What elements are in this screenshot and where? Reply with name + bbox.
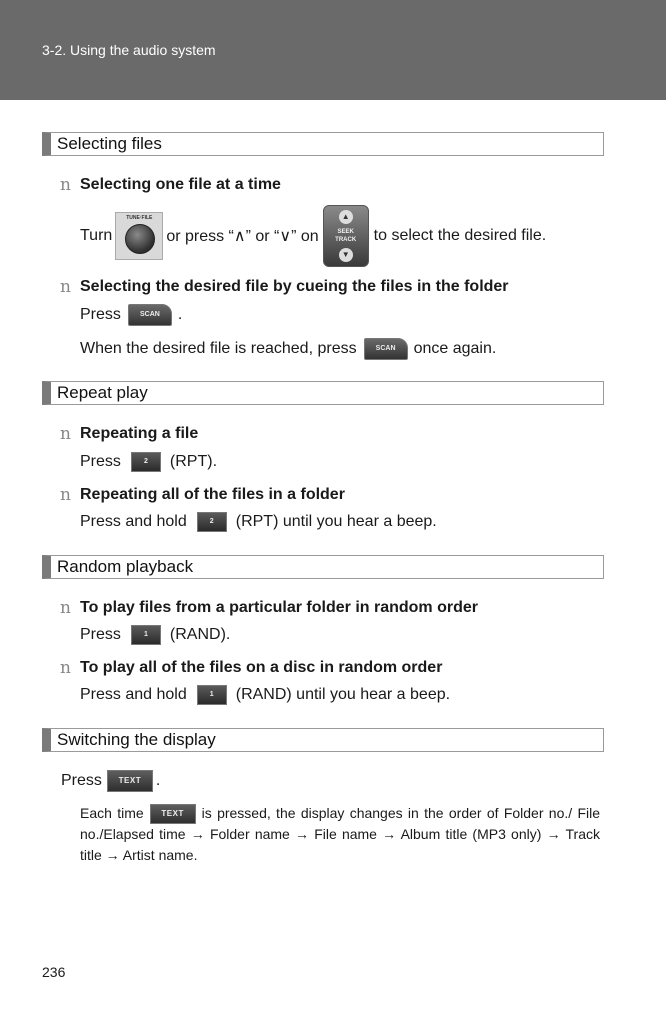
breadcrumb: 3-2. Using the audio system [42,42,216,58]
page-header [0,0,666,100]
or-press-text: or press “∧” or “∨” on [166,228,319,245]
bullet-marker: n [60,598,71,618]
to-select-text: to select the desired file. [373,227,547,244]
instruction-random-disc [80,683,450,707]
rpt-text: (RPT). [169,453,218,470]
knob-label: TUNE·FILE [126,215,153,221]
preset-2-button-icon: 2 [131,452,161,472]
subheading-one-file: Selecting one file at a time [80,176,281,193]
subheading-random-disc: To play all of the files on a disc in random order [80,659,443,676]
once-again-text: once again. [413,340,497,357]
instruction-repeat-file [80,450,217,474]
tune-file-knob-icon [115,212,163,260]
period-text: . [177,306,183,323]
bullet-marker: n [60,485,71,505]
instruction-press-text [61,769,160,793]
section-title-repeat-play: Repeat play [42,381,604,405]
turn-text: Turn [80,227,113,244]
seek-track-label: SEEK TRACK [335,229,357,243]
instruction-scan-again [80,337,496,361]
bullet-marker: n [60,658,71,678]
section-title-switching-display: Switching the display [42,728,604,752]
chevron-up-icon: ▲ [339,210,353,224]
press-hold-text: Press and hold [80,513,187,530]
subheading-cueing: Selecting the desired file by cueing the files in the folder [80,278,509,295]
rand-beep-text: (RAND) until you hear a beep. [235,686,451,703]
scan-button-icon: SCAN [128,304,172,326]
knob-dial-icon [125,224,155,254]
instruction-turn-knob [80,205,546,267]
bullet-marker: n [60,277,71,297]
preset-1-button-icon: 1 [131,625,161,645]
rand-text: (RAND). [169,626,231,643]
description-text: is pressed, the display changes in the order of Folder no./ File no./Elapsed time → Folder name → File name → Album title (MP3 only) → Track title → Artist name. [80,805,600,864]
instruction-random-folder [80,623,230,647]
subheading-random-folder: To play files from a particular folder in random order [80,599,478,616]
press-text: Press [80,306,121,323]
press-hold-text: Press and hold [80,686,187,703]
seek-track-button-icon [323,205,369,267]
bullet-marker: n [60,424,71,444]
each-time-text: Each time [80,805,144,821]
instruction-repeat-folder [80,510,437,534]
period-text: . [155,772,161,789]
press-text: Press [80,453,121,470]
chevron-down-icon: ▼ [339,248,353,262]
scan-button-icon: SCAN [364,338,408,360]
rpt-beep-text: (RPT) until you hear a beep. [235,513,437,530]
display-order-description [80,803,600,866]
press-text: Press [80,626,121,643]
subheading-repeat-folder: Repeating all of the files in a folder [80,486,345,503]
when-text: When the desired file is reached, press [80,340,357,357]
text-button-icon: TEXT [150,804,196,824]
text-button-icon: TEXT [107,770,153,792]
bullet-marker: n [60,175,71,195]
section-title-random-playback: Random playback [42,555,604,579]
page-number: 236 [42,964,66,980]
press-text: Press [61,772,102,789]
instruction-press-scan [80,303,182,327]
preset-1-button-icon: 1 [197,685,227,705]
subheading-repeat-file: Repeating a file [80,425,199,442]
section-title-selecting-files: Selecting files [42,132,604,156]
preset-2-button-icon: 2 [197,512,227,532]
